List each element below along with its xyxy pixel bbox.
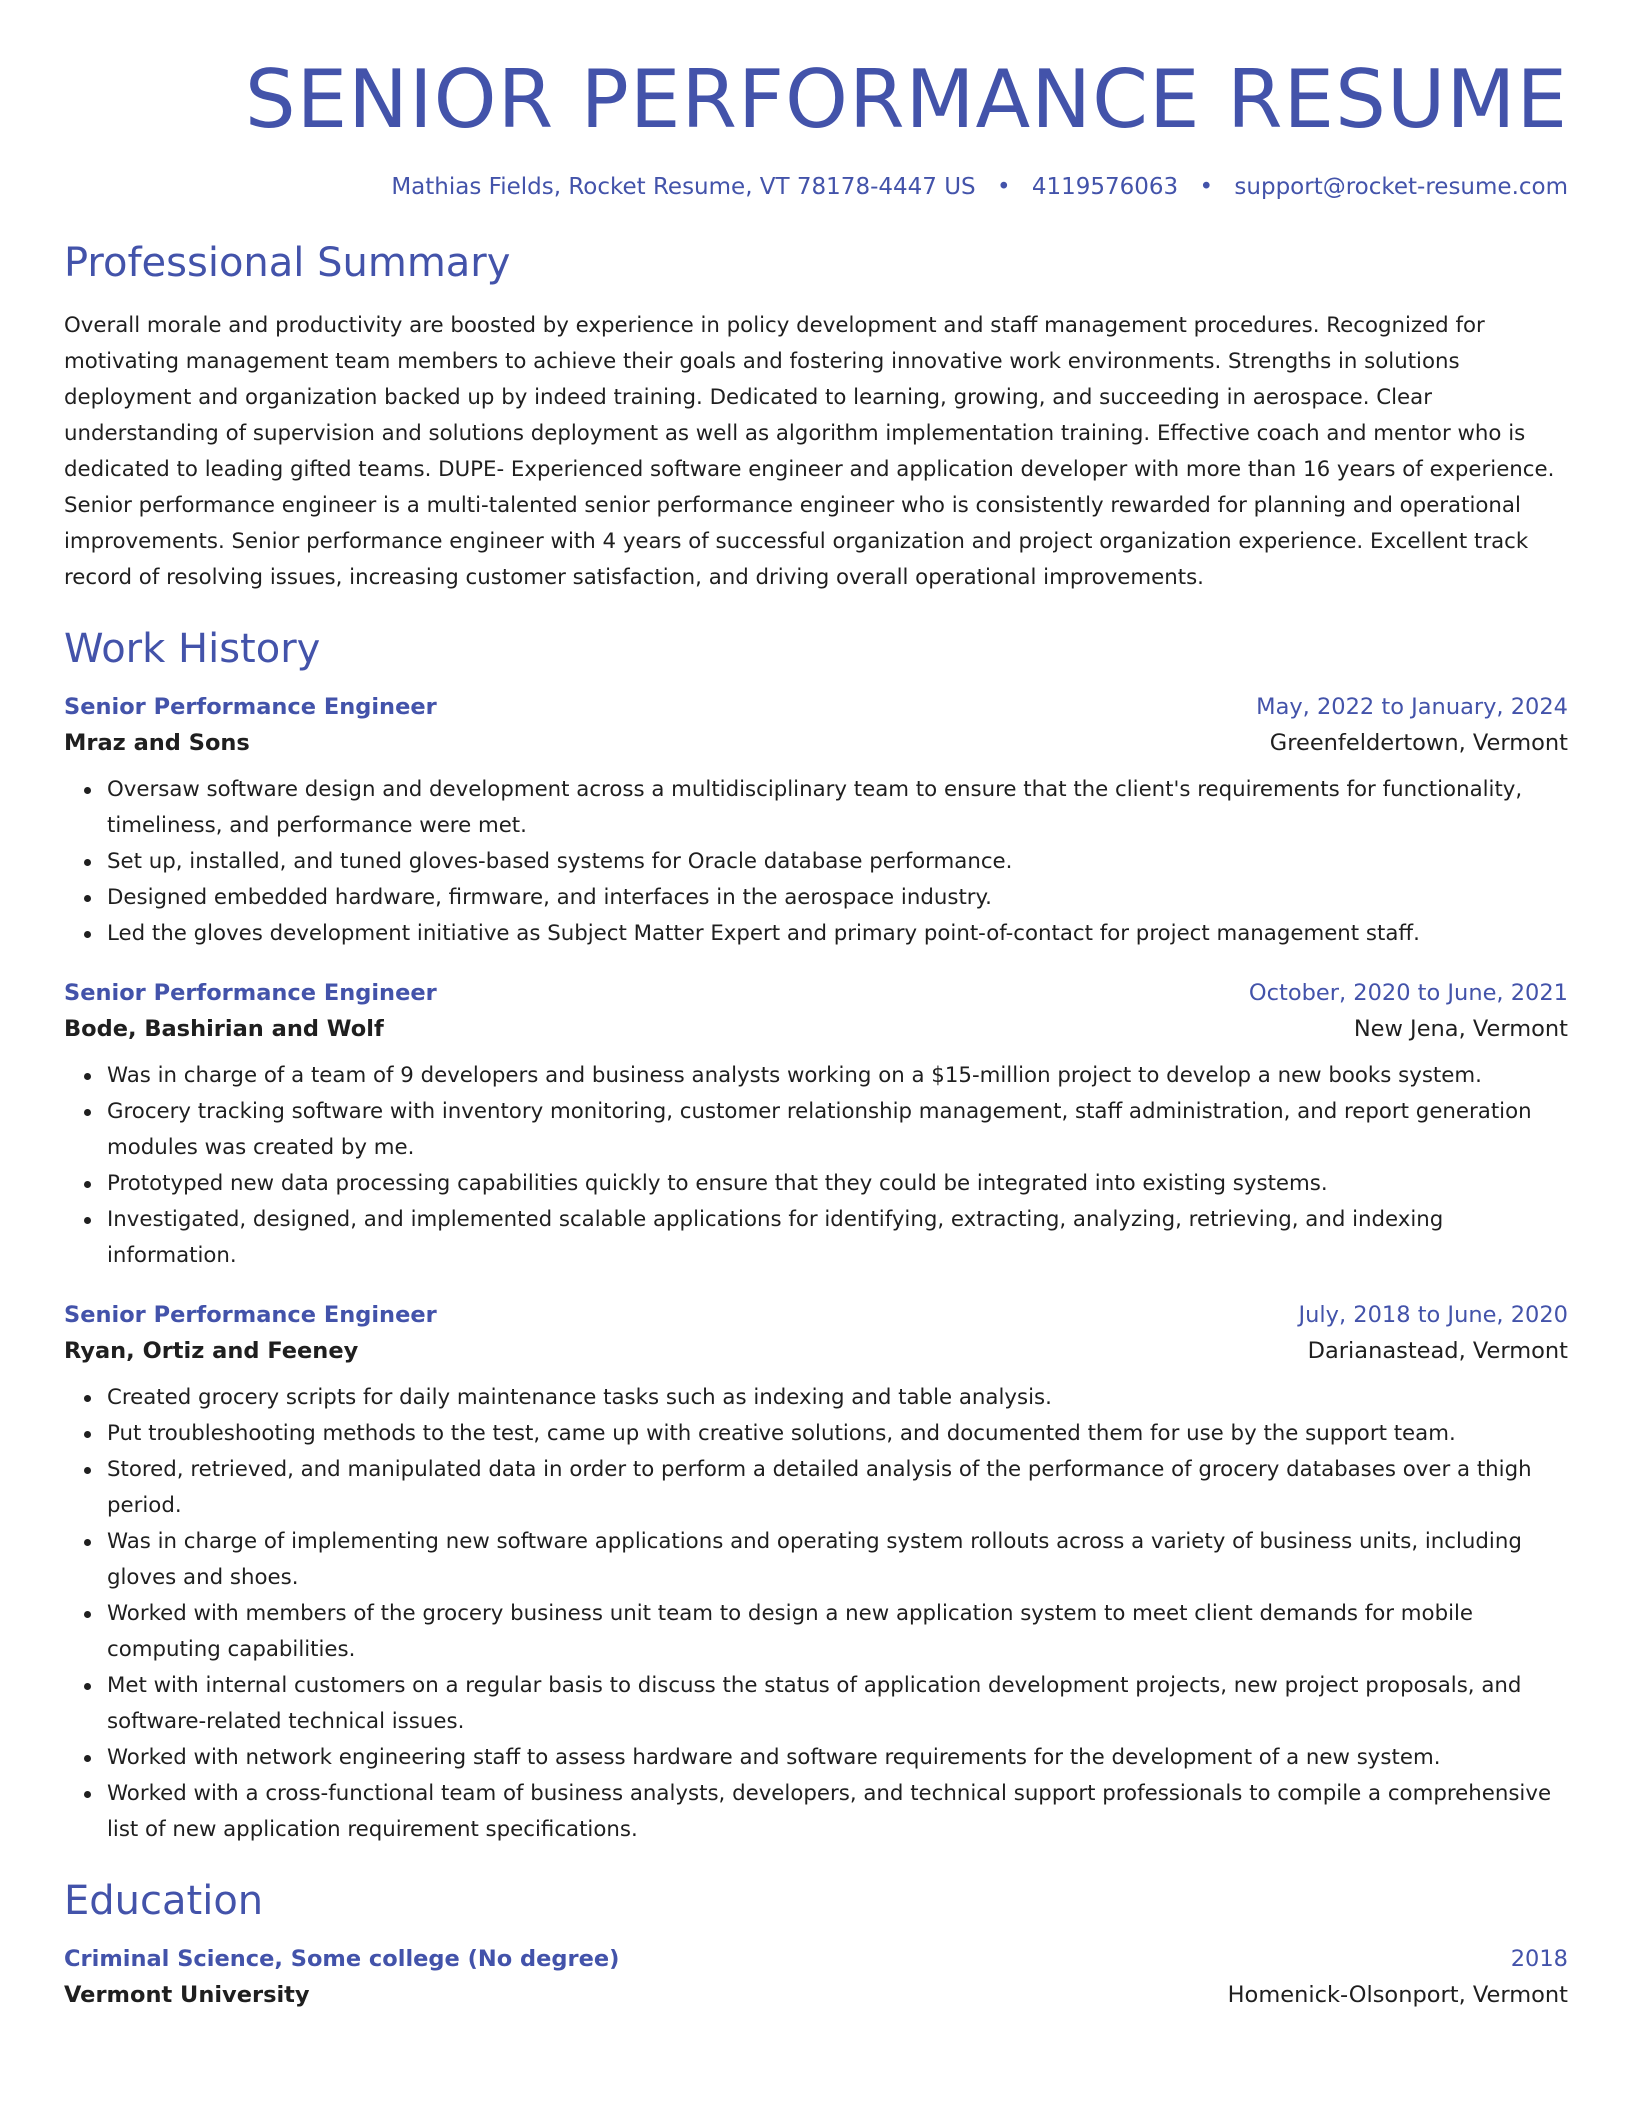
contact-address: Mathias Fields, Rocket Resume, VT 78178-4447 US [391,174,976,200]
work-history-section [64,626,1568,1848]
job-header-row [64,980,1568,1006]
job-bullet: Prototyped new data processing capabilities quickly to ensure that they could be integrated into existing systems. [107,1166,1568,1202]
job-bullets [64,1058,1568,1274]
job-bullets [64,772,1568,952]
job-company-row [64,1338,1568,1364]
job-bullet: Designed embedded hardware, firmware, and interfaces in the aerospace industry. [107,880,1568,916]
section-heading-work-history: Work History [64,626,321,672]
education-header-row [64,1946,1568,1972]
education-school-row [64,1982,1568,2008]
job-bullet: Worked with members of the grocery business unit team to design a new application system to meet client demands for mobile computing capabilities. [107,1596,1568,1668]
job-location: Darianastead, Vermont [1307,1338,1568,1364]
resume-header [64,53,1568,200]
job-company: Bode, Bashirian and Wolf [64,1016,384,1042]
job-dates: May, 2022 to January, 2024 [1256,694,1568,720]
job-bullet: Created grocery scripts for daily maintenance tasks such as indexing and table analysis. [107,1380,1568,1416]
summary-text: Overall morale and productivity are boosted by experience in policy development and staff management procedures. Recognized for motivating management team members to achieve their goals and fostering innovative work environments. Strengths in solutions deployment and organization backed up by indeed training. Dedicated to learning, growing, and succeeding in aerospace. Clear understanding of supervision and solutions deployment as well as algorithm implementation training. Effective coach and mentor who is dedicated to leading gifted teams. DUPE- Experienced software engineer and application developer with more than 16 years of experience. Senior performance engineer is a multi-talented senior performance engineer who is consistently rewarded for planning and operational improvements. Senior performance engineer with 4 years of successful organization and project organization experience. Excellent track record of resolving issues, increasing customer satisfaction, and driving overall operational improvements. [64,313,1555,590]
job-entry [64,980,1568,1274]
job-entry [64,694,1568,952]
job-location: Greenfeldertown, Vermont [1269,730,1568,756]
job-title: Senior Performance Engineer [64,694,437,720]
job-dates: July, 2018 to June, 2020 [1298,1302,1568,1328]
job-dates: October, 2020 to June, 2021 [1248,980,1568,1006]
education-degree: Criminal Science, Some college (No degree) [64,1946,620,1972]
job-title: Senior Performance Engineer [64,980,437,1006]
job-bullets [64,1380,1568,1848]
job-bullet: Stored, retrieved, and manipulated data in order to perform a detailed analysis of the performance of grocery databases over a thigh period. [107,1452,1568,1524]
job-bullet: Was in charge of implementing new software applications and operating system rollouts across a variety of business units, including gloves and shoes. [107,1524,1568,1596]
contact-separator: • [996,174,1011,200]
contact-line [64,174,1568,200]
job-header-row [64,1302,1568,1328]
job-bullet: Put troubleshooting methods to the test, came up with creative solutions, and documented them for use by the support team. [107,1416,1568,1452]
job-company-row [64,730,1568,756]
education-school: Vermont University [64,1982,310,2008]
section-heading-education: Education [64,1878,264,1924]
job-bullet: Worked with network engineering staff to assess hardware and software requirements for the development of a new system. [107,1740,1568,1776]
job-company: Ryan, Ortiz and Feeney [64,1338,359,1364]
professional-summary-section [64,240,1568,596]
education-section [64,1878,1568,2008]
job-bullet: Met with internal customers on a regular basis to discuss the status of application development projects, new project proposals, and software-related technical issues. [107,1668,1568,1740]
contact-separator: • [1199,174,1214,200]
job-bullet: Oversaw software design and development across a multidisciplinary team to ensure that the client's requirements for functionality, timeliness, and performance were met. [107,772,1568,844]
contact-phone: 4119576063 [1031,174,1179,200]
job-title: Senior Performance Engineer [64,1302,437,1328]
education-location: Homenick-Olsonport, Vermont [1227,1982,1568,2008]
education-entry [64,1946,1568,2008]
job-location: New Jena, Vermont [1353,1016,1568,1042]
job-company: Mraz and Sons [64,730,250,756]
job-bullet: Worked with a cross-functional team of business analysts, developers, and technical support professionals to compile a comprehensive list of new application requirement specifications. [107,1776,1568,1848]
job-bullet: Investigated, designed, and implemented scalable applications for identifying, extracting, analyzing, retrieving, and indexing information. [107,1202,1568,1274]
job-bullet: Grocery tracking software with inventory monitoring, customer relationship management, staff administration, and report generation modules was created by me. [107,1094,1568,1166]
job-entry [64,1302,1568,1848]
job-bullet: Led the gloves development initiative as Subject Matter Expert and primary point-of-contact for project management staff. [107,916,1568,952]
section-heading-summary: Professional Summary [64,240,511,286]
job-header-row [64,694,1568,720]
education-year: 2018 [1510,1946,1568,1972]
contact-email: support@rocket-resume.com [1234,174,1568,200]
job-bullet: Was in charge of a team of 9 developers and business analysts working on a $15-million project to develop a new books system. [107,1058,1568,1094]
resume-title: SENIOR PERFORMANCE RESUME [244,53,1568,146]
job-bullet: Set up, installed, and tuned gloves-based systems for Oracle database performance. [107,844,1568,880]
job-company-row [64,1016,1568,1042]
